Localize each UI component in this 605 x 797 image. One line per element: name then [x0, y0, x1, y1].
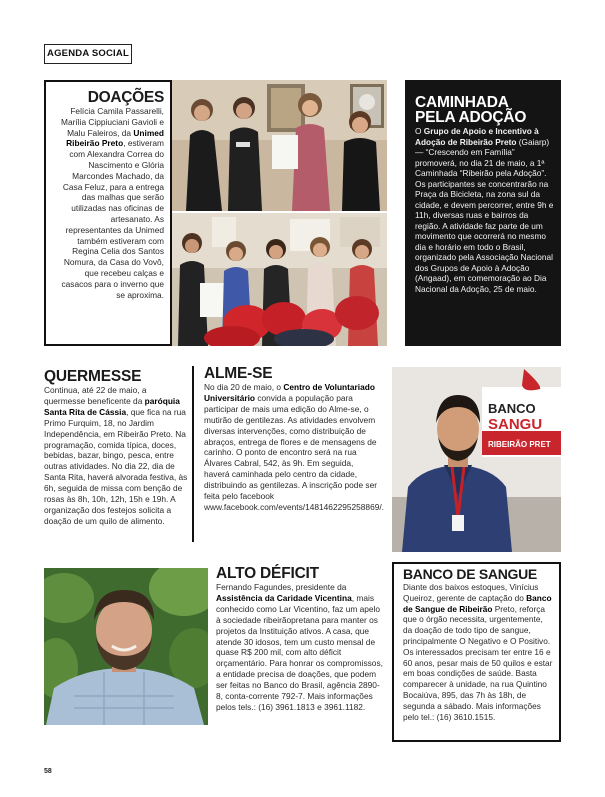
almese-text [204, 382, 384, 513]
alto-deficit-text [216, 582, 386, 713]
alto-deficit-article [216, 566, 386, 713]
alto-deficit-president-photo [44, 568, 208, 725]
alto-deficit-text-2: , mais conhecido como Lar Vicentino, faz um apelo à sociedade ribeirãopretana para manter os projetos da Instituição ativos. A casa, que atende 30 idosos, tem um custo mensal de quase R$ 200 mil, com alto déficit orçamentário. Para honrar os compromissos, a entidade precisa de doações, que podem ser feitas no Banco do Brasil, agência 2890-8, conta-corrente 792-7. Mais informações pelos tels.: (16) 3961.1813 e 3961.1182. [216, 592, 383, 712]
caminhada-highlight: Grupo de Apoio e Incentivo à Adoção de Ribeirão Preto [415, 126, 539, 147]
page-number: 58 [44, 768, 52, 775]
section-tag: AGENDA SOCIAL [44, 44, 132, 64]
almese-text-1: No dia 20 de maio, o [204, 382, 284, 392]
banco-de-sangue-text-1: Diante dos baixos estoques, Vinícius Queiroz, gerente de captação do [403, 582, 539, 603]
quermesse-text-1: Continua, até 22 de maio, a quermesse beneficente da [44, 385, 147, 406]
quermesse-text [44, 385, 188, 527]
almese-text-2: convida a população para participar de mais uma edição do Alme-se, o mutirão de gentilezas. As atividades envolvem diversas intervenções, como distribuição de abraços, entrega de flores e de mensagens de carinho. O ponto de encontro será na rua Álvares Cabral, 542, às 9h. Em seguida, haverá caminhada pelo centro da cidade, distribuindo as gentilezas. A inscrição pode ser feita pelo facebook www.facebook.com/events/1481462295258869/. [204, 392, 384, 512]
quermesse-title: QUERMESSE [44, 368, 142, 385]
sign-text-city: RIBEIRÃO PRET [488, 440, 551, 449]
alto-deficit-text-1: Fernando Fagundes, presidente da [216, 582, 347, 592]
caminhada-title-line1: CAMINHADA [415, 94, 509, 111]
doacoes-text-2: , estiveram com Alexandra Correa do Nascimento e Glória Marcondes Machado, da Casa Feluz, para a entrega das malhas que serão utilizadas nas oficinas de artesanato. As representantes da Unimed também estiveram com Regina Celia dos Santos Nomura, da Casa do Vovô, que recebeu calças e casacos para o inverno que se aproxima. [61, 138, 164, 300]
doacoes-box [44, 80, 172, 346]
caminhada-title-line2: PELA ADOÇÃO [415, 109, 527, 126]
almese-title: ALME-SE [204, 365, 273, 382]
banco-de-sangue-highlight: Banco de Sangue de Ribeirão [403, 592, 552, 614]
caminhada-box [405, 80, 561, 346]
caminhada-text [415, 126, 555, 294]
almese-highlight: Centro de Voluntariado Universitário [204, 382, 375, 403]
banco-de-sangue-text-2: Preto, reforça que o órgão necessita, urgentemente, da doação de todo tipo de sangue, principalmente O Negativo e O Positivo. Os interessados precisam ter entre 16 e 60 anos, pesar mais de 50 quilos e estar em boas condições de saúde. Basta comparecer à unidade, na rua Quintino Bocaiúva, 895, das 7h às 18h, de segunda a sábado. Mais informações pelo tel.: (16) 3610.1515. [403, 603, 553, 722]
quermesse-highlight: paróquia Santa Rita de Cássia [44, 395, 180, 417]
banco-de-sangue-box [392, 562, 561, 742]
sign-text-sangue: SANGU [488, 416, 543, 433]
doacoes-text-1: Felícia Camila Passarelli, Marília Cippiuciani Gavioli e Malu Faleiros, da [61, 106, 164, 138]
doacoes-highlight: Unimed Ribeirão Preto [66, 127, 164, 149]
banco-manager-photo [392, 367, 561, 552]
doacoes-group-photo-top [172, 80, 387, 211]
alto-deficit-title: ALTO DÉFICIT [216, 565, 319, 582]
caminhada-text-2: (Gaiarp) — “Crescendo em Família” promoverá, no dia 21 de maio, a 1ª Caminhada “Ribeirão pela Adoção”. Os participantes se concentrarão na Praça da Bicicleta, na zona sul da cidade, e devem percorrer, entre 9h e 11h, diversas ruas e bairros da região. A atividade faz parte de um movimento que ocorrerá no mesmo dia e horário em todo o Brasil, organizado pela Associação Nacional dos Grupos de Apoio à Adoção (Angaad), em comemoração ao Dia Nacional da Adoção, 25 de maio. [415, 136, 554, 294]
sign-text-banco: BANCO [488, 401, 536, 416]
caminhada-text-1: O [415, 126, 424, 136]
doacoes-title: DOAÇÕES [87, 89, 164, 106]
quermesse-article [44, 369, 188, 527]
banco-de-sangue-text [403, 582, 554, 722]
caminhada-title [415, 95, 555, 125]
quermesse-text-2: , que fica na rua Primo Furquim, 18, no Jardim Independência, em Ribeirão Preto. Na programação, comida típica, doces, bebidas, bazar, bingo, pesca, entre outras atividades. No dia 22, dia de Santa Rita, haverá alvorada festiva, às 6h, seguida de missa com benção de rosas às 8h, 10h, 12h, 15h e 19h. A organização dos festejos solicita a doação de um quilo de alimento. [44, 406, 188, 526]
banco-de-sangue-title: BANCO DE SANGUE [403, 566, 537, 582]
alto-deficit-highlight: Assistência da Caridade Vicentina [216, 592, 352, 603]
almese-article [192, 365, 384, 542]
doacoes-text [54, 106, 164, 300]
doacoes-group-photo-bottom [172, 213, 387, 346]
